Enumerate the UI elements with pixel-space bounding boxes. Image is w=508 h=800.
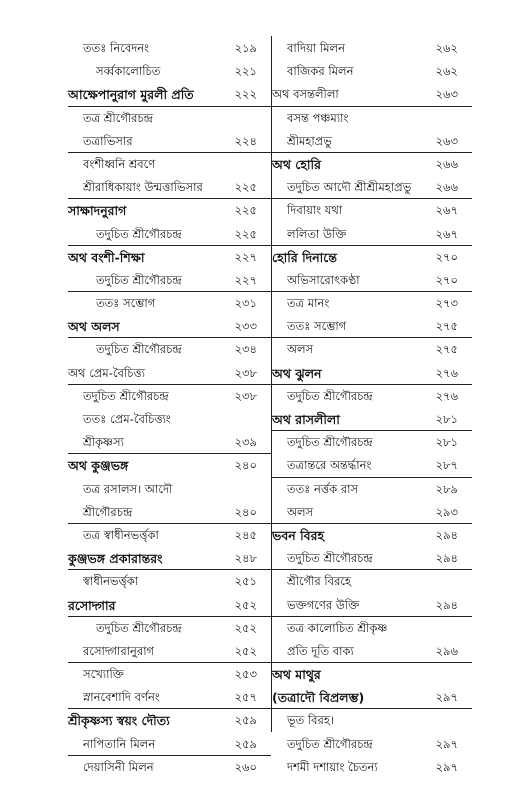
entry-page-number: ২২৭ xyxy=(234,249,257,264)
entry-title: বাদিয়া মিলন xyxy=(287,41,345,55)
entry-title: ললিতা উক্তি xyxy=(287,226,347,241)
index-entry xyxy=(272,223,472,246)
entry-page-number: ২৯৭ xyxy=(435,690,458,705)
entry-page-number: ২৫৭ xyxy=(234,690,257,705)
entry-page-number: ২৬২ xyxy=(435,41,458,55)
entry-page-number: ২৬৬ xyxy=(435,180,458,195)
entry-page-number: ২৯৩ xyxy=(435,504,458,519)
entry-title: অলস xyxy=(287,342,314,357)
entry-page-number: ২৭৫ xyxy=(435,319,458,334)
entry-title: দিবায়াং যথা xyxy=(287,203,343,218)
entry-title: সাক্ষাদনুরাগ xyxy=(68,203,127,219)
entry-page-number: ২৭৬ xyxy=(435,365,458,380)
index-entry xyxy=(68,686,271,709)
entry-title: বাজিকর মিলন xyxy=(287,64,354,79)
index-entry xyxy=(68,570,271,593)
index-entry xyxy=(272,431,472,454)
entry-page-number: ২৩৮ xyxy=(234,388,257,403)
entry-title: শ্রীরাধিকায়াং উন্মত্তাভিসার xyxy=(83,180,203,195)
entry-page-number: ২৯৭ xyxy=(435,759,458,774)
index-entry xyxy=(272,153,472,176)
entry-page-number: ২৭৩ xyxy=(435,296,458,311)
index-entry xyxy=(68,83,271,106)
index-entry xyxy=(272,709,472,732)
index-entry xyxy=(68,617,271,640)
entry-title: তত্রান্তরে অন্তর্দ্ধানং xyxy=(287,458,372,473)
entry-title: শ্রীগৌর বিরহে xyxy=(287,574,352,589)
entry-title: স্বাধীনভর্ত্তৃকা xyxy=(83,574,139,589)
index-entry xyxy=(68,269,271,292)
entry-title: অথ ঝুলন xyxy=(272,365,322,381)
index-entry xyxy=(68,338,271,361)
index-entry xyxy=(68,733,271,756)
entry-title: বংশীধ্বনি শ্রবণে xyxy=(83,156,156,171)
entry-page-number: ২৬৬ xyxy=(435,156,458,171)
index-entry xyxy=(272,686,472,709)
entry-title: ততঃ প্রেম-বৈচিত্ত্যং xyxy=(83,412,171,426)
entry-page-number: ২২৫ xyxy=(234,203,257,218)
entry-title: তদুচিত শ্রীগৌরচন্দ্র xyxy=(287,551,373,566)
index-entry xyxy=(68,454,271,477)
entry-page-number: ২৮১ xyxy=(435,412,458,426)
index-entry xyxy=(68,292,271,315)
entry-page-number: ২৫২ xyxy=(234,620,257,635)
index-entry xyxy=(272,594,472,617)
entry-page-number: ২৯৬ xyxy=(435,643,458,658)
entry-page-number: ২৭৫ xyxy=(435,342,458,357)
entry-title: ততঃ নর্ত্তক রাস xyxy=(287,481,359,496)
entry-title: স্নানবেশাদি বর্ণনং xyxy=(83,690,160,705)
entry-title: ভক্তগণের উক্তি xyxy=(287,597,360,612)
entry-title: ততঃ সম্ভোগ xyxy=(287,319,347,334)
entry-page-number: ২৪৫ xyxy=(234,527,257,542)
entry-page-number: ২২১ xyxy=(234,64,257,79)
index-entry xyxy=(272,756,472,779)
entry-title: তদুচিত শ্রীগৌরচন্দ্র xyxy=(96,620,182,635)
entry-page-number: ২৬০ xyxy=(234,759,257,774)
entry-title: হোরি দিনান্তে xyxy=(272,249,337,265)
entry-page-number: ২৮১ xyxy=(435,435,458,450)
entry-page-number: ২৯৪ xyxy=(435,551,458,566)
index-entry xyxy=(272,338,472,361)
index-entry xyxy=(68,37,271,60)
index-entry xyxy=(272,362,472,385)
index-entry xyxy=(68,431,271,454)
entry-title: অথ হোরি xyxy=(272,156,321,172)
index-entry xyxy=(68,362,271,385)
entry-page-number: ২৫১ xyxy=(234,574,257,589)
entry-page-number: ২৭০ xyxy=(435,272,458,287)
index-entry xyxy=(68,524,271,547)
entry-title: তত্রাভিসার xyxy=(83,133,133,148)
entry-title: অথ অলস xyxy=(68,319,120,335)
index-entry xyxy=(272,37,472,60)
entry-title: তত্র মানং xyxy=(287,296,330,311)
entry-page-number: ২২২ xyxy=(234,87,257,102)
entry-page-number: ২৫৩ xyxy=(234,667,257,682)
entry-page-number: ২৩৪ xyxy=(234,342,257,357)
entry-page-number: ২৬২ xyxy=(435,64,458,79)
entry-title: তদুচিত শ্রীগৌরচন্দ্র xyxy=(287,388,373,403)
entry-title: দশমী দশায়াং চৈতন্য xyxy=(287,759,378,774)
index-column-left xyxy=(68,37,271,779)
index-entry xyxy=(272,246,472,269)
entry-title: অভিসারোৎকণ্ঠা xyxy=(287,272,360,287)
index-entry xyxy=(272,130,472,153)
entry-title: বসন্ত পঞ্চম্যাং xyxy=(287,110,349,125)
entry-page-number: ২৪০ xyxy=(234,458,257,473)
entry-title: শ্রীকৃষ্ণস্য xyxy=(83,435,124,450)
index-entry xyxy=(68,246,271,269)
entry-page-number: ২৩৩ xyxy=(234,319,257,334)
index-entry xyxy=(272,385,472,408)
entry-title: অথ বংশী-শিক্ষা xyxy=(68,249,145,265)
index-entry xyxy=(68,756,271,779)
entry-page-number: ২৯৪ xyxy=(435,527,458,542)
entry-title: নাপিতানি মিলন xyxy=(83,736,156,751)
entry-title: তত্র কালোচিত শ্রীকৃষ্ণ xyxy=(287,620,388,635)
entry-title: তদুচিত শ্রীগৌরচন্দ্র xyxy=(96,226,182,241)
entry-page-number: ২৭৬ xyxy=(435,388,458,403)
entry-title: রসোদ্গারানুরাগ xyxy=(83,643,155,658)
entry-title: তদুচিত শ্রীগৌরচন্দ্র xyxy=(96,272,182,287)
index-entry xyxy=(68,408,271,431)
entry-page-number: ২৯৭ xyxy=(435,736,458,751)
entry-page-number: ২৩৯ xyxy=(234,435,257,450)
entry-page-number: ২৬৭ xyxy=(435,226,458,241)
index-entry xyxy=(68,199,271,222)
entry-page-number: ২২৭ xyxy=(234,272,257,287)
index-entry xyxy=(272,292,472,315)
index-entry xyxy=(272,269,472,292)
entry-title: (তত্রাদৌ বিপ্রলম্ভ) xyxy=(272,690,365,706)
entry-page-number: ২৩১ xyxy=(234,296,257,311)
index-entry xyxy=(68,478,271,501)
entry-title: প্রতি দূতি বাক্য xyxy=(287,643,354,658)
index-entry xyxy=(272,83,472,106)
entry-page-number: ২৪৮ xyxy=(234,551,257,566)
entry-page-number: ২৭০ xyxy=(435,249,458,264)
entry-title: ততঃ নিবেদনং xyxy=(83,41,150,55)
entry-page-number: ২২৫ xyxy=(234,180,257,195)
index-entry xyxy=(272,617,472,640)
entry-title: অথ কুঞ্জভঙ্গ xyxy=(68,458,129,474)
entry-title: অথ মাথুর xyxy=(272,667,321,683)
entry-title: ততঃ সম্ভোগ xyxy=(96,296,156,311)
index-entry xyxy=(272,640,472,663)
entry-title: কুঞ্জভঙ্গ প্রকারান্তরং xyxy=(68,551,163,567)
entry-page-number: ২৫৯ xyxy=(234,736,257,751)
entry-title: তদুচিত শ্রীগৌরচন্দ্র xyxy=(287,736,373,751)
entry-title: তদুচিত শ্রীগৌরচন্দ্র xyxy=(83,388,169,403)
entry-title: ভবন বিরহ xyxy=(272,527,325,543)
index-entry xyxy=(68,153,271,176)
entry-page-number: ২৫২ xyxy=(234,643,257,658)
entry-title: শ্রীগৌরচন্দ্র xyxy=(83,504,133,519)
entry-title: অথ বসন্তলীলা xyxy=(272,87,339,102)
entry-title: শ্রীমহাপ্রভু xyxy=(287,133,332,148)
entry-title: শ্রীকৃষ্ণস্য স্বয়ং দৌত্য xyxy=(68,713,170,729)
index-entry xyxy=(68,547,271,570)
index-entry xyxy=(272,315,472,338)
index-entry xyxy=(68,501,271,524)
entry-title: তদুচিত আদৌ শ্রীশ্রীমহাপ্রভু xyxy=(287,180,412,195)
entry-page-number: ২৩৮ xyxy=(234,365,257,380)
index-entry xyxy=(68,176,271,199)
index-entry xyxy=(272,570,472,593)
index-entry xyxy=(272,547,472,570)
index-entry xyxy=(68,315,271,338)
index-entry xyxy=(68,594,271,617)
entry-page-number: ২১৯ xyxy=(234,41,257,55)
entry-page-number: ২৪০ xyxy=(234,504,257,519)
entry-page-number: ২৬৩ xyxy=(435,87,458,102)
entry-page-number: ২২৫ xyxy=(234,226,257,241)
entry-title: আক্ষেপানুরাগ মুরলী প্রতি xyxy=(68,87,194,103)
entry-page-number: ২৯৪ xyxy=(435,597,458,612)
index-entry xyxy=(272,408,472,431)
index-entry xyxy=(68,385,271,408)
entry-title: সখ্যোক্তি xyxy=(83,667,124,682)
entry-title: দেয়াসিনী মিলন xyxy=(83,759,154,774)
index-entry xyxy=(272,454,472,477)
index-entry xyxy=(272,478,472,501)
index-entry xyxy=(272,501,472,524)
entry-title: অথ প্রেম-বৈচিত্ত্য xyxy=(68,365,145,380)
index-entry xyxy=(68,709,271,732)
entry-page-number: ২২৪ xyxy=(234,133,257,148)
index-entry xyxy=(272,60,472,83)
entry-page-number: ২৮৯ xyxy=(435,481,458,496)
entry-title: তদুচিত শ্রীগৌরচন্দ্র xyxy=(96,342,182,357)
entry-title: সর্ব্বকালোচিত xyxy=(96,64,161,79)
entry-title: তত্র রসালস। আদৌ xyxy=(83,481,173,496)
entry-page-number: ২৫২ xyxy=(234,597,257,612)
index-entry xyxy=(68,107,271,130)
index-column-right xyxy=(272,37,472,779)
entry-title: ভূত বিরহ। xyxy=(287,713,335,728)
entry-page-number: ২৮৭ xyxy=(435,458,458,473)
entry-page-number: ২৫৯ xyxy=(234,713,257,728)
index-entry xyxy=(272,524,472,547)
index-entry xyxy=(68,60,271,83)
entry-title: তত্র শ্রীগৌরচন্দ্র xyxy=(83,110,153,125)
index-entry xyxy=(68,223,271,246)
entry-title: রসোদ্গার xyxy=(68,597,116,613)
entry-title: তদুচিত শ্রীগৌরচন্দ্র xyxy=(287,435,373,450)
index-entry xyxy=(68,640,271,663)
index-entry xyxy=(68,130,271,153)
index-entry xyxy=(272,663,472,686)
entry-page-number: ২৬৩ xyxy=(435,133,458,148)
index-entry xyxy=(68,663,271,686)
index-entry xyxy=(272,733,472,756)
entry-title: তত্র স্বাধীনভর্ত্তৃকা xyxy=(83,527,159,542)
entry-page-number: ২৬৭ xyxy=(435,203,458,218)
index-entry xyxy=(272,107,472,130)
entry-title: অলস xyxy=(287,504,314,519)
index-entry xyxy=(272,199,472,222)
index-entry xyxy=(272,176,472,199)
entry-title: অথ রাসলীলা xyxy=(272,412,340,427)
